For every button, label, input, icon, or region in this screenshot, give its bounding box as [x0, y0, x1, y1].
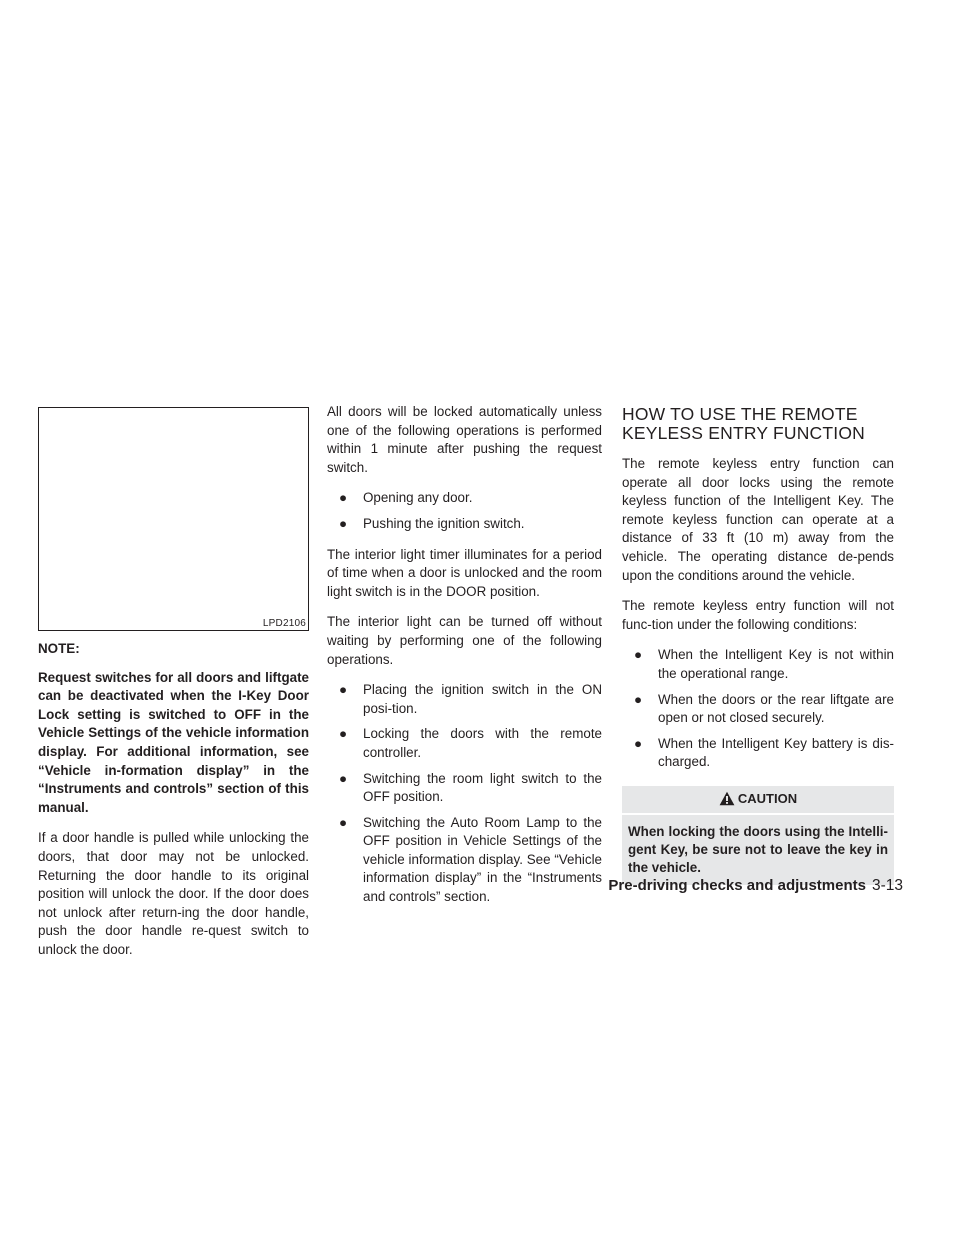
note-body: Request switches for all doors and liftgate can be deactivated when the I-Key Door Lock setting is switched to OFF in the Vehicle Settings of the vehicle information display. For additional information, see “Vehicle in-formation display” in the “Instruments and controls” section of this manual.	[38, 669, 309, 815]
caution-body: When locking the doors using the Intelli-gent Key, be sure not to leave the key in the vehicle.	[628, 823, 888, 875]
conditions-paragraph: The remote keyless entry function will not func-tion under the following conditions:	[622, 598, 894, 632]
list-item: ● When the Intelligent Key battery is dis-charged.	[634, 735, 894, 770]
figure-illustration	[38, 407, 309, 631]
light-timer-paragraph: The interior light timer illuminates for a period of time when a door is unlocked and the room light switch is in the DOOR position.	[327, 546, 602, 599]
section-name: Pre-driving checks and adjustments	[608, 877, 866, 894]
middle-column	[327, 403, 602, 919]
list-item: ● Locking the doors with the remote controller.	[339, 726, 602, 760]
section-title: HOW TO USE THE REMOTE KEYLESS ENTRY FUNCTION	[622, 404, 865, 443]
list-item: ● Placing the ignition switch in the ON posi-tion.	[339, 682, 602, 716]
caution-header	[622, 786, 894, 815]
caution-box	[622, 786, 894, 885]
list-item: ● Switching the Auto Room Lamp to the OFF position in Vehicle Settings of the vehicle information display. See “Vehicle information display” in the “Instruments and controls” section.	[339, 814, 602, 905]
auto-lock-list	[327, 489, 602, 533]
bullet-icon: ●	[339, 726, 348, 742]
bullet-icon: ●	[634, 691, 643, 707]
bullet-icon: ●	[634, 647, 643, 663]
light-off-list	[327, 681, 602, 907]
auto-lock-paragraph: All doors will be locked automatically unless one of the following operations is performed within 1 minute after pushing the request switch.	[327, 404, 602, 475]
list-item: ● When the doors or the rear liftgate are open or not closed securely.	[634, 691, 894, 726]
figure-label: LPD2106	[262, 618, 306, 629]
bullet-icon: ●	[634, 735, 643, 751]
right-column	[622, 403, 894, 885]
bullet-icon: ●	[339, 770, 348, 786]
list-item: ● Pushing the ignition switch.	[327, 515, 602, 534]
conditions-list	[622, 646, 894, 772]
left-column	[38, 397, 309, 972]
bullet-icon: ●	[339, 814, 348, 830]
list-item: ● When the Intelligent Key is not within the operational range.	[634, 647, 894, 681]
note-heading: NOTE:	[38, 641, 80, 656]
remote-keyless-paragraph: The remote keyless entry function can operate all door locks using the remote keyless function of the Intelligent Key. The remote keyless function can operate at a distance of 33 ft (10 m) away from the vehicle. The operating distance de-pends upon the conditions around the vehicle.	[622, 456, 894, 583]
list-item: ● Opening any door.	[327, 489, 602, 508]
bullet-icon: ●	[339, 682, 348, 698]
list-item: ● Switching the room light switch to the OFF position.	[339, 770, 602, 805]
light-off-paragraph: The interior light can be turned off without waiting by performing one of the following operations.	[327, 614, 602, 667]
page-footer	[608, 877, 903, 895]
door-handle-paragraph: If a door handle is pulled while unlocking the doors, that door may not be unlocked. Returning the door handle to its original position will unlock the door. If the door does not unlock after return-ing the door handle, push the door handle re-quest switch to unlock the door.	[38, 830, 309, 957]
bullet-icon: ●	[339, 490, 348, 506]
bullet-icon: ●	[339, 515, 348, 531]
page-number: 3-13	[871, 877, 903, 894]
caution-heading: CAUTION	[737, 790, 798, 806]
warning-icon	[719, 791, 735, 806]
